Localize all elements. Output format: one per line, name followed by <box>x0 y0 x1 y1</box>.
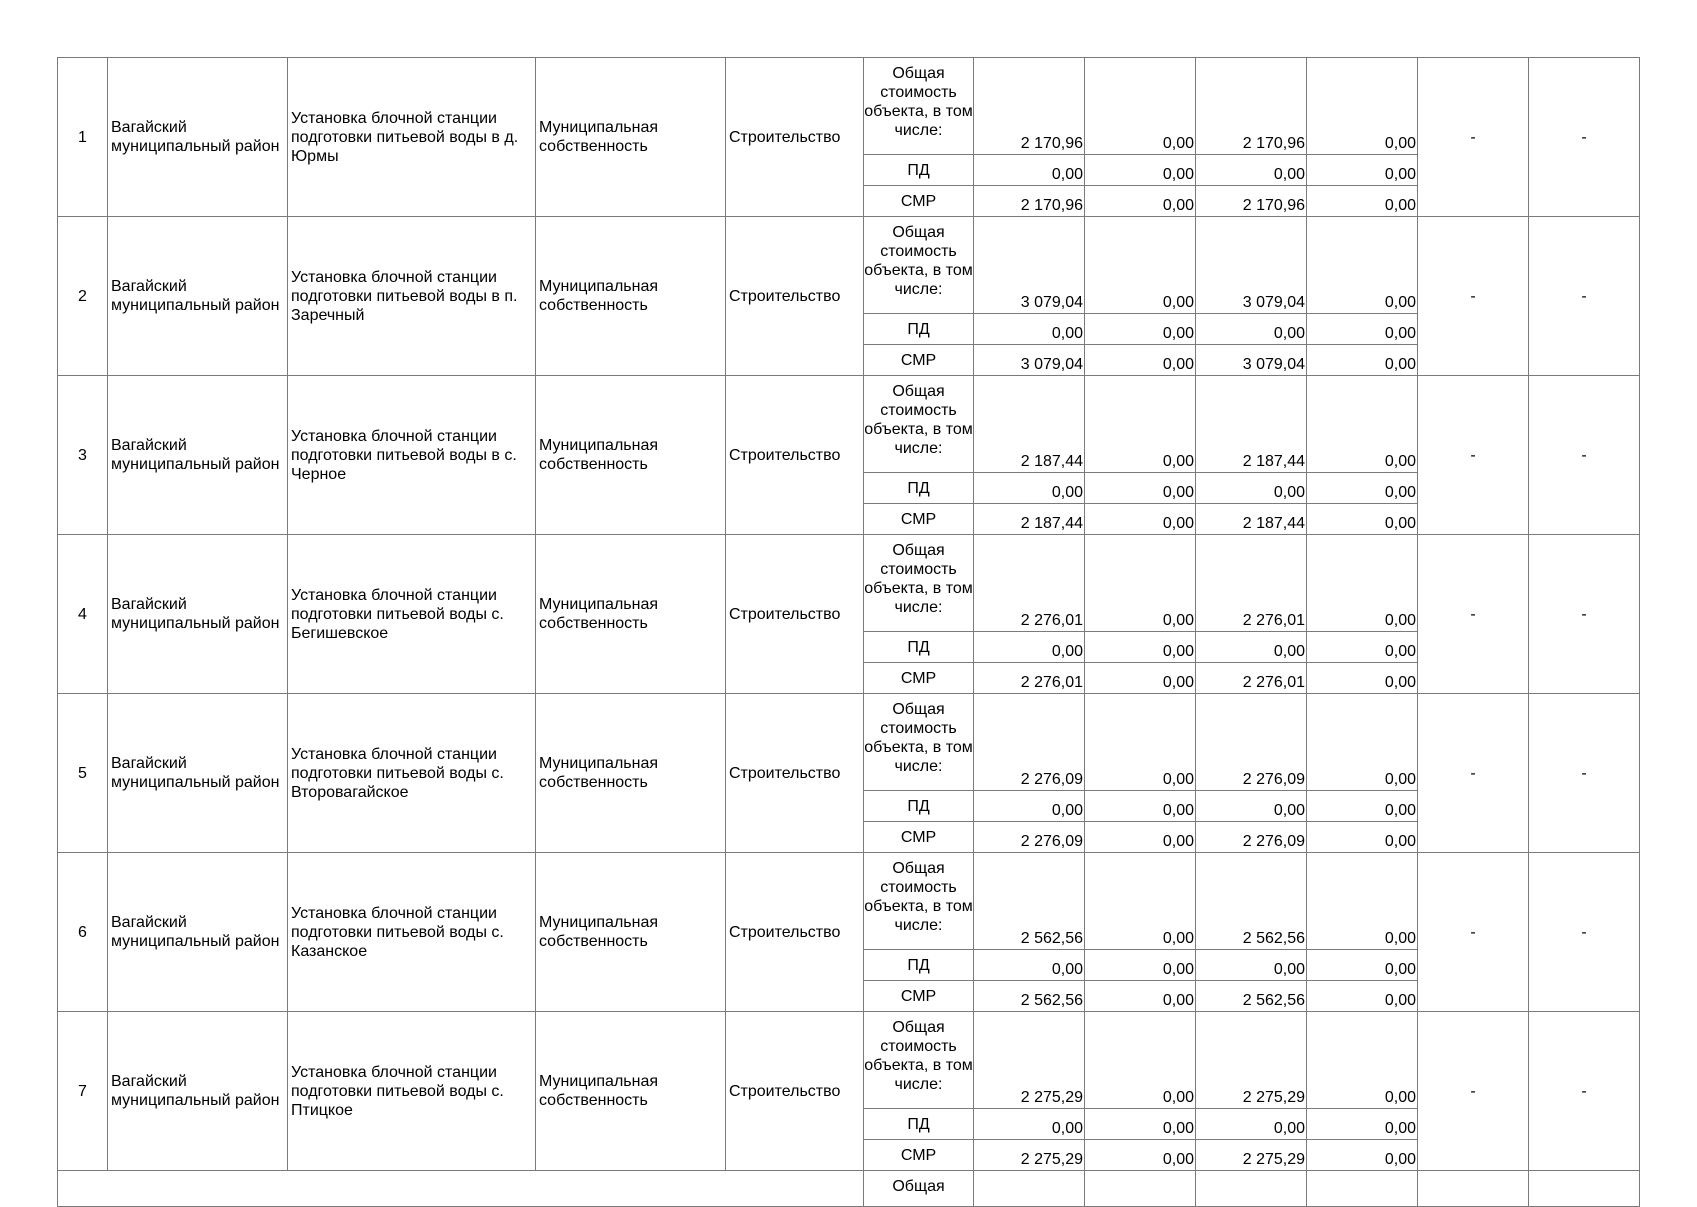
table-row <box>58 853 1640 950</box>
total-value-cell: 0,00 <box>1085 376 1196 473</box>
pd-value-cell: 0,00 <box>1085 791 1196 822</box>
total-value-cell: 2 170,96 <box>1196 58 1307 155</box>
smr-value-cell: 0,00 <box>1307 663 1418 694</box>
pd-value-cell: 0,00 <box>974 1109 1085 1140</box>
total-value-cell: 0,00 <box>1307 376 1418 473</box>
table-row <box>58 694 1640 791</box>
empty-cell <box>1529 1171 1640 1207</box>
table-row <box>58 376 1640 473</box>
dash-cell: - <box>1418 853 1529 1012</box>
dash-cell: - <box>1529 853 1640 1012</box>
smr-value-cell: 2 187,44 <box>1196 504 1307 535</box>
total-value-cell: 0,00 <box>1085 694 1196 791</box>
dash-cell: - <box>1529 58 1640 217</box>
total-value-cell: 2 276,01 <box>974 535 1085 632</box>
dash-cell: - <box>1529 535 1640 694</box>
smr-value-cell: 0,00 <box>1307 186 1418 217</box>
district-cell: Вагайский муниципальный район <box>108 1012 288 1171</box>
ownership-cell: Муниципальная собственность <box>536 694 726 853</box>
pd-value-cell: 0,00 <box>1307 791 1418 822</box>
pd-value-cell: 0,00 <box>1307 314 1418 345</box>
empty-cell <box>1196 1171 1307 1207</box>
total-value-cell: 2 562,56 <box>1196 853 1307 950</box>
empty-cell <box>974 1171 1085 1207</box>
work-type-cell: Строительство <box>726 217 864 376</box>
total-value-cell: 0,00 <box>1085 58 1196 155</box>
dash-cell: - <box>1529 376 1640 535</box>
pd-label: ПД <box>864 791 974 822</box>
pd-value-cell: 0,00 <box>1085 314 1196 345</box>
work-type-cell: Строительство <box>726 853 864 1012</box>
smr-value-cell: 0,00 <box>1085 663 1196 694</box>
work-type-cell: Строительство <box>726 694 864 853</box>
smr-value-cell: 0,00 <box>1085 822 1196 853</box>
district-cell: Вагайский муниципальный район <box>108 58 288 217</box>
total-value-cell: 2 562,56 <box>974 853 1085 950</box>
object-name-cell: Установка блочной станции подготовки питьевой воды с. Птицкое <box>288 1012 536 1171</box>
object-name-cell: Установка блочной станции подготовки питьевой воды в п. Заречный <box>288 217 536 376</box>
pd-value-cell: 0,00 <box>1307 1109 1418 1140</box>
smr-value-cell: 2 276,09 <box>1196 822 1307 853</box>
pd-value-cell: 0,00 <box>1307 473 1418 504</box>
smr-value-cell: 0,00 <box>1307 504 1418 535</box>
total-cost-label: Общая стоимость объекта, в том числе: <box>864 58 974 155</box>
smr-value-cell: 0,00 <box>1307 822 1418 853</box>
pd-label: ПД <box>864 632 974 663</box>
smr-value-cell: 2 276,01 <box>974 663 1085 694</box>
smr-label: СМР <box>864 345 974 376</box>
row-number-cell: 6 <box>58 853 108 1012</box>
pd-value-cell: 0,00 <box>974 155 1085 186</box>
smr-value-cell: 2 170,96 <box>1196 186 1307 217</box>
smr-value-cell: 0,00 <box>1307 981 1418 1012</box>
dash-cell: - <box>1418 217 1529 376</box>
pd-value-cell: 0,00 <box>1085 1109 1196 1140</box>
smr-label: СМР <box>864 663 974 694</box>
district-cell: Вагайский муниципальный район <box>108 217 288 376</box>
row-number-cell: 1 <box>58 58 108 217</box>
smr-label: СМР <box>864 981 974 1012</box>
total-value-cell: 0,00 <box>1085 217 1196 314</box>
total-value-cell: 0,00 <box>1085 1012 1196 1109</box>
district-cell: Вагайский муниципальный район <box>108 694 288 853</box>
total-value-cell: 2 187,44 <box>1196 376 1307 473</box>
smr-value-cell: 0,00 <box>1085 981 1196 1012</box>
smr-value-cell: 0,00 <box>1307 345 1418 376</box>
total-value-cell: 0,00 <box>1085 853 1196 950</box>
pd-value-cell: 0,00 <box>1307 632 1418 663</box>
total-value-cell: 0,00 <box>1307 217 1418 314</box>
total-cost-label: Общая стоимость объекта, в том числе: <box>864 853 974 950</box>
pd-value-cell: 0,00 <box>1196 155 1307 186</box>
total-cost-label: Общая стоимость объекта, в том числе: <box>864 1012 974 1109</box>
smr-value-cell: 0,00 <box>1085 186 1196 217</box>
pd-value-cell: 0,00 <box>1085 950 1196 981</box>
smr-value-cell: 2 562,56 <box>974 981 1085 1012</box>
work-type-cell: Строительство <box>726 1012 864 1171</box>
total-cost-label: Общая стоимость объекта, в том числе: <box>864 535 974 632</box>
table-row <box>58 535 1640 632</box>
smr-value-cell: 0,00 <box>1085 504 1196 535</box>
smr-label: СМР <box>864 1140 974 1171</box>
pd-label: ПД <box>864 155 974 186</box>
total-value-cell: 3 079,04 <box>974 217 1085 314</box>
smr-value-cell: 0,00 <box>1085 1140 1196 1171</box>
total-value-cell: 2 276,01 <box>1196 535 1307 632</box>
pd-value-cell: 0,00 <box>974 473 1085 504</box>
total-value-cell: 0,00 <box>1307 58 1418 155</box>
dash-cell: - <box>1418 58 1529 217</box>
total-value-cell: 2 276,09 <box>1196 694 1307 791</box>
total-cost-label: Общая стоимость объекта, в том числе: <box>864 376 974 473</box>
pd-label: ПД <box>864 473 974 504</box>
row-number-cell: 5 <box>58 694 108 853</box>
pd-label: ПД <box>864 1109 974 1140</box>
dash-cell: - <box>1529 1012 1640 1171</box>
smr-value-cell: 2 562,56 <box>1196 981 1307 1012</box>
pd-value-cell: 0,00 <box>1196 950 1307 981</box>
dash-cell: - <box>1418 1012 1529 1171</box>
table-body <box>58 58 1640 1207</box>
smr-value-cell: 0,00 <box>1085 345 1196 376</box>
object-name-cell: Установка блочной станции подготовки питьевой воды с. Казанское <box>288 853 536 1012</box>
total-value-cell: 2 275,29 <box>1196 1012 1307 1109</box>
pd-value-cell: 0,00 <box>974 314 1085 345</box>
object-name-cell: Установка блочной станции подготовки питьевой воды с. Второвагайское <box>288 694 536 853</box>
pd-value-cell: 0,00 <box>1307 155 1418 186</box>
total-value-cell: 2 170,96 <box>974 58 1085 155</box>
smr-value-cell: 2 276,01 <box>1196 663 1307 694</box>
pd-value-cell: 0,00 <box>974 791 1085 822</box>
smr-value-cell: 2 275,29 <box>974 1140 1085 1171</box>
pd-label: ПД <box>864 950 974 981</box>
pd-label: ПД <box>864 314 974 345</box>
smr-label: СМР <box>864 504 974 535</box>
work-type-cell: Строительство <box>726 58 864 217</box>
ownership-cell: Муниципальная собственность <box>536 853 726 1012</box>
smr-value-cell: 2 275,29 <box>1196 1140 1307 1171</box>
smr-value-cell: 3 079,04 <box>974 345 1085 376</box>
total-value-cell: 0,00 <box>1307 694 1418 791</box>
pd-value-cell: 0,00 <box>1196 791 1307 822</box>
work-type-cell: Строительство <box>726 535 864 694</box>
pd-value-cell: 0,00 <box>1307 950 1418 981</box>
pd-value-cell: 0,00 <box>1196 473 1307 504</box>
row-number-cell: 2 <box>58 217 108 376</box>
empty-cell <box>1307 1171 1418 1207</box>
smr-value-cell: 0,00 <box>1307 1140 1418 1171</box>
total-value-cell: 0,00 <box>1307 1012 1418 1109</box>
table-row-partial <box>58 1171 1640 1207</box>
district-cell: Вагайский муниципальный район <box>108 853 288 1012</box>
total-value-cell: 2 276,09 <box>974 694 1085 791</box>
ownership-cell: Муниципальная собственность <box>536 217 726 376</box>
smr-value-cell: 3 079,04 <box>1196 345 1307 376</box>
pd-value-cell: 0,00 <box>1085 473 1196 504</box>
table-row <box>58 58 1640 155</box>
district-cell: Вагайский муниципальный район <box>108 376 288 535</box>
table-row <box>58 217 1640 314</box>
row-number-cell: 3 <box>58 376 108 535</box>
ownership-cell: Муниципальная собственность <box>536 535 726 694</box>
dash-cell: - <box>1529 694 1640 853</box>
empty-cell <box>1085 1171 1196 1207</box>
smr-label: СМР <box>864 186 974 217</box>
dash-cell: - <box>1529 217 1640 376</box>
pd-value-cell: 0,00 <box>1196 632 1307 663</box>
total-cost-label-partial: Общая <box>864 1171 974 1207</box>
total-value-cell: 2 187,44 <box>974 376 1085 473</box>
smr-value-cell: 2 276,09 <box>974 822 1085 853</box>
total-value-cell: 3 079,04 <box>1196 217 1307 314</box>
table-row <box>58 1012 1640 1109</box>
row-number-cell: 7 <box>58 1012 108 1171</box>
object-name-cell: Установка блочной станции подготовки питьевой воды с. Бегишевское <box>288 535 536 694</box>
empty-cell <box>1418 1171 1529 1207</box>
smr-value-cell: 2 187,44 <box>974 504 1085 535</box>
dash-cell: - <box>1418 535 1529 694</box>
total-cost-label: Общая стоимость объекта, в том числе: <box>864 217 974 314</box>
pd-value-cell: 0,00 <box>1196 314 1307 345</box>
total-value-cell: 0,00 <box>1307 535 1418 632</box>
district-cell: Вагайский муниципальный район <box>108 535 288 694</box>
smr-value-cell: 2 170,96 <box>974 186 1085 217</box>
work-type-cell: Строительство <box>726 376 864 535</box>
total-value-cell: 0,00 <box>1307 853 1418 950</box>
total-value-cell: 0,00 <box>1085 535 1196 632</box>
ownership-cell: Муниципальная собственность <box>536 58 726 217</box>
pd-value-cell: 0,00 <box>1085 155 1196 186</box>
ownership-cell: Муниципальная собственность <box>536 1012 726 1171</box>
row-number-cell: 4 <box>58 535 108 694</box>
dash-cell: - <box>1418 694 1529 853</box>
object-name-cell: Установка блочной станции подготовки питьевой воды в с. Черное <box>288 376 536 535</box>
ownership-cell: Муниципальная собственность <box>536 376 726 535</box>
pd-value-cell: 0,00 <box>1196 1109 1307 1140</box>
total-cost-label: Общая стоимость объекта, в том числе: <box>864 694 974 791</box>
object-name-cell: Установка блочной станции подготовки питьевой воды в д. Юрмы <box>288 58 536 217</box>
total-value-cell: 2 275,29 <box>974 1012 1085 1109</box>
pd-value-cell: 0,00 <box>974 632 1085 663</box>
objects-cost-table <box>57 57 1640 1207</box>
dash-cell: - <box>1418 376 1529 535</box>
smr-label: СМР <box>864 822 974 853</box>
pd-value-cell: 0,00 <box>974 950 1085 981</box>
pd-value-cell: 0,00 <box>1085 632 1196 663</box>
empty-span-cell <box>58 1171 864 1207</box>
